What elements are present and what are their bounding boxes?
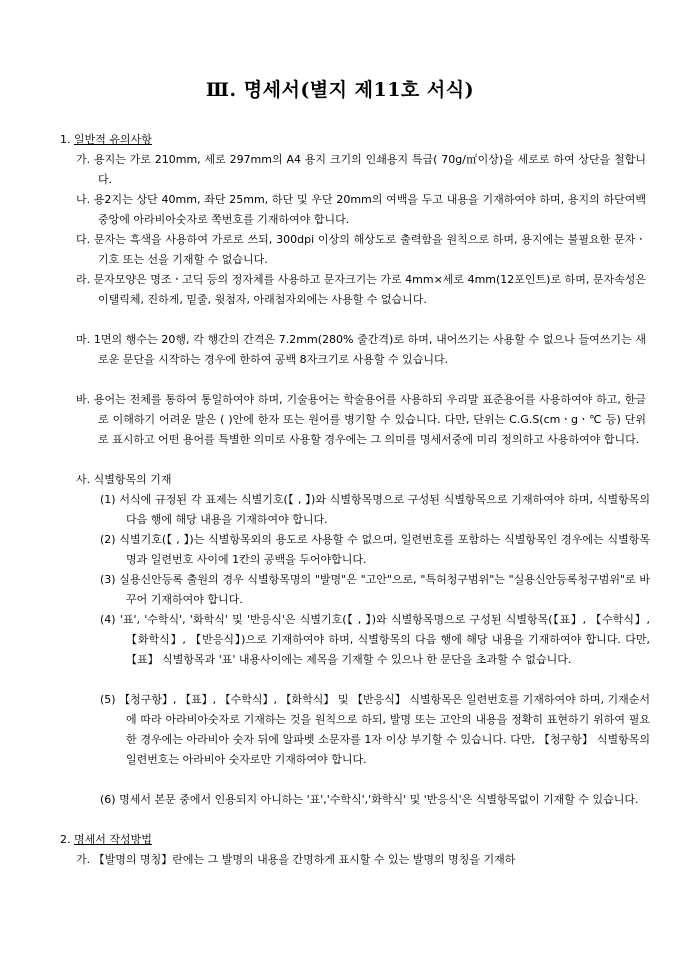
section-heading-general-notes — [60, 130, 152, 150]
paragraph-ma: 마. 1면의 행수는 20행, 각 행간의 간격은 7.2mm(280% 줄간격)로 하며, 내어쓰기는 사용할 수 없으나 들여쓰기는 새로운 문단을 시작하는 경우에 한하여 공백 8자크기로 사용할 수 있습니다. — [76, 333, 646, 366]
section-number: 1. — [60, 133, 71, 146]
subparagraph-3: (3) 실용신안등록 출원의 경우 식별항목명의 "발명"은 "고안"으로, "특허청구범위"는 "실용신안등록청구범위"로 바꾸어 기재하여야 합니다. — [100, 573, 650, 606]
paragraph-invention-title: 가. 【발명의 명칭】란에는 그 발명의 내용을 간명하게 표시할 수 있는 발명의 명칭을 기재하 — [76, 853, 516, 866]
section-label: 일반적 유의사항 — [74, 133, 152, 146]
subparagraph-1: (1) 서식에 규정된 각 표제는 식별기호(【 , 】)와 식별항목명으로 구성된 식별항목으로 기재하여야 하며, 식별항목의 다음 행에 해당 내용을 기재하여야 합니다. — [100, 493, 650, 526]
paragraph-sa: 사. 식별항목의 기재 — [76, 473, 172, 486]
document-title: Ⅲ. 명세서(별지 제11호 서식) — [205, 79, 475, 101]
paragraph-ga: 가. 용지는 가로 210mm, 세로 297mm의 A4 용지 크기의 인쇄용지 특급( 70g/㎡이상)을 세로로 하여 상단을 철합니다. — [76, 153, 646, 186]
section-label: 명세서 작성방법 — [74, 833, 152, 846]
subparagraph-5: (5) 【청구항】, 【표】, 【수학식】, 【화학식】 및 【반응식】 식별항목은 일련번호를 기재하여야 하며, 기재순서에 따라 아라비아숫자로 기재하는 것을 원칙으로 하되, 발명 또는 고안의 내용을 정확히 표현하기 위하여 필요한 경우에는 아라비아 숫자 뒤에 알파벳 소문자를 1자 이상 부기할 수 있습니다. 다만, 【청구항】 식별항목의 일련번호는 아라비아 숫자로만 기재하여야 합니다. — [100, 693, 650, 766]
paragraph-ra: 라. 문자모양은 명조ㆍ고딕 등의 정자체를 사용하고 문자크기는 가로 4mm×세로 4mm(12포인트)로 하며, 문자속성은 이탤릭체, 진하게, 밑줄, 윗첨자, 아래첨자외에는 사용할 수 없습니다. — [76, 273, 646, 306]
section-number: 2. — [60, 833, 71, 846]
paragraph-da: 다. 문자는 흑색을 사용하여 가로로 쓰되, 300dpi 이상의 해상도로 출력함을 원칙으로 하며, 용지에는 불필요한 문자ㆍ기호 또는 선을 기재할 수 없습니다. — [76, 233, 646, 266]
paragraph-na: 나. 용2지는 상단 40mm, 좌단 25mm, 하단 및 우단 20mm의 여백을 두고 내용을 기재하여야 하며, 용지의 하단여백 중앙에 아라비아숫자로 쪽번호를 기재하여야 합니다. — [76, 193, 646, 226]
subparagraph-6: (6) 명세서 본문 중에서 인용되지 아니하는 '표','수학식','화학식' 및 '반응식'은 식별항목없이 기재할 수 있습니다. — [100, 793, 639, 806]
section-heading-writing-method — [60, 830, 152, 850]
subparagraph-4: (4) '표', '수학식', '화학식' 및 '반응식'은 식별기호(【 , 】)와 식별항목명으로 구성된 식별항목(【표】, 【수학식】, 【화학식】, 【반응식】)으로 기재하여야 하며, 식별항목의 다음 행에 해당 내용을 기재하여야 합니다. 다만, 【표】 식별항목과 '표' 내용사이에는 제목을 기재할 수 있으나 한 문단을 초과할 수 없습니다. — [100, 613, 650, 666]
paragraph-ba: 바. 용어는 전체를 통하여 통일하여야 하며, 기술용어는 학술용어를 사용하되 우리말 표준용어를 사용하여야 하고, 한글로 이해하기 어려운 말은 ( )안에 한자 또는 원어를 병기할 수 있습니다. 다만, 단위는 C.G.S(cmㆍgㆍ℃ 등) 단위로 표시하고 어떤 용어를 특별한 의미로 사용할 경우에는 그 의미를 명세서중에 미리 정의하고 사용하여야 합니다. — [76, 393, 646, 446]
subparagraph-2: (2) 식별기호(【 , 】)는 식별항목외의 용도로 사용할 수 없으며, 일련번호를 포함하는 식별항목인 경우에는 식별항목명과 일련번호 사이에 1칸의 공백을 두어야합니다. — [100, 533, 650, 566]
